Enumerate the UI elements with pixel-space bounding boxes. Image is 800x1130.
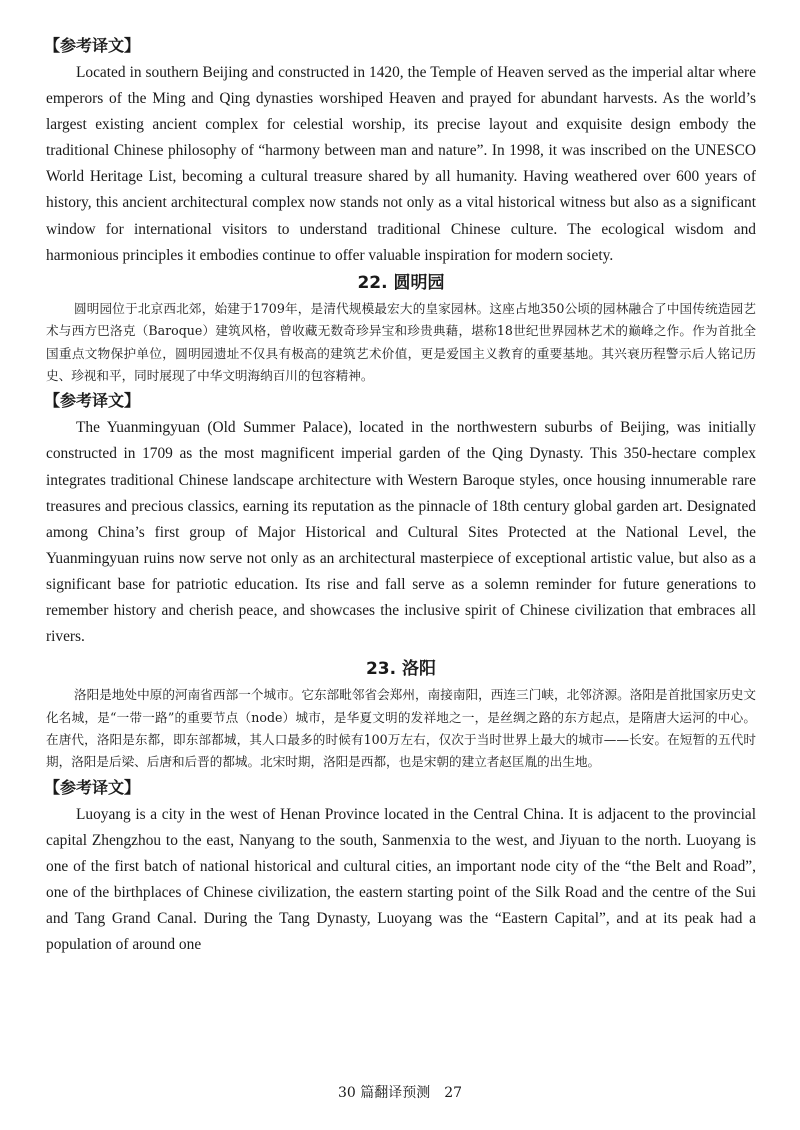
reference-translation-label: 【参考译文】: [44, 391, 141, 411]
reference-translation-label: 【参考译文】: [44, 36, 141, 55]
temple-of-heaven-translation: Located in southern Beijing and constructed in 1420, the Temple of Heaven served as the imperial altar where emperors of the Ming and Qing dynasties worshiped Heaven and prayed for abundant harvests. As the world’s largest existing ancient complex for celestial worship, its precise layout and exquisite design embody the traditional Chinese philosophy of “harmony between man and nature”. In 1998, it was inscribed on the UNESCO World Heritage List, becoming a cultural treasure shared by all humanity. Having weathered over 600 years of history, this ancient architectural complex now stands not only as a vital historical witness but also as a significant window for international visitors to understand traditional Chinese culture. The ecological wisdom and harmonious principles it embodies continue to offer valuable inspiration for modern society.: [46, 64, 756, 264]
section-23-translation: Luoyang is a city in the west of Henan Province located in the Central China. It is adjacent to the provincial capital Zhengzhou to the east, Nanyang to the south, Sanmenxia to the west, and Jiyuan to the north. Luoyang is one of the first batch of national historical and cultural cities, an important node city of the “the Belt and Road”, one of the birthplaces of Chinese civilization, the eastern starting point of the Silk Road and the centre of the Sui and Tang Grand Canal. During the Tang Dynasty, Luoyang was the “Eastern Capital”, and at its peak had a population of around one: [46, 805, 756, 954]
page-footer: 30 篇翻译预测 27: [337, 1085, 463, 1101]
section-23-heading: 23. 洛阳: [365, 659, 437, 680]
document-page: [46, 34, 756, 958]
section-22-heading: 22. 圆明园: [357, 272, 445, 293]
reference-translation-label: 【参考译文】: [44, 777, 141, 797]
section-22-source-text: 圆明园位于北京西北郊，始建于1709年，是清代规模最宏大的皇家园林。这座占地350公顷的园林融合了中国传统造园艺术与西方巴洛克（Baroque）建筑风格，曾收藏无数奇珍异宝和珍贵典藉，堪称18世纪世界园林艺术的巅峰之作。作为首批全国重点文物保护单位，圆明园遗址不仅具有极高的建筑艺术价值，更是爱国主义教育的重要基地。其兴衰历程警示后人铭记历史、珍视和平，同时展现了中华文明海纳百川的包容精神。: [46, 300, 756, 383]
section-23-source-text: 洛阳是地处中原的河南省西部一个城市。它东部毗邻省会郑州，南接南阳，西连三门峡，北邻济源。洛阳是首批国家历史文化名城，是“一带一路”的重要节点（node）城市，是华夏文明的发祥地之一，是丝绸之路的东方起点，是隋唐大运河的中心。在唐代，洛阳是东都，即东部都城，其人口最多的时候有100万左右，仅次于当时世界上最大的城市——长安。在短暂的五代时期，洛阳是后梁、后唐和后晋的都城。北宋时期，洛阳是西都，也是宋朝的建立者赵匡胤的出生地。: [46, 687, 756, 770]
section-22-translation: The Yuanmingyuan (Old Summer Palace), located in the northwestern suburbs of Beijing, was initially constructed in 1709 as the most magnificent imperial garden of the Qing Dynasty. This 350-hectare complex integrates traditional Chinese landscape architecture with Western Baroque styles, once housing innumerable rare treasures and precious classics, earning its reputation as the pinnacle of 18th century global garden art. Designated among China’s first group of Major Historical and Cultural Sites Protected at the National Level, the Yuanmingyuan ruins now serve not only as an architectural masterpiece of exceptional artistic value, but also as a significant base for patriotic education. Its rise and fall serve as a solemn reminder for future generations to remember history and cherish peace, and showcases the inclusive spirit of Chinese civilization that embraces all rivers.: [46, 419, 756, 646]
